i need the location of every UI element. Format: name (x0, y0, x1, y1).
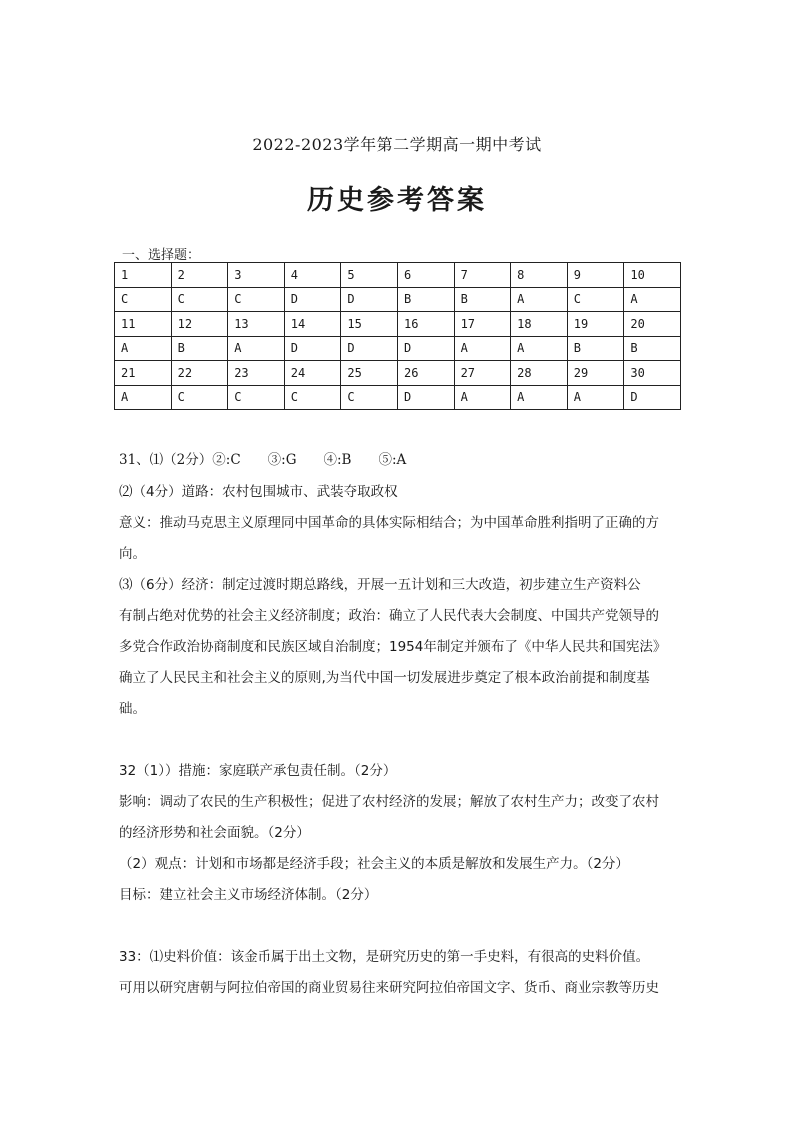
answer-cell: A (115, 336, 172, 361)
answer-cell: C (171, 287, 228, 312)
answer-line: 可用以研究唐朝与阿拉伯帝国的商业贸易往来研究阿拉伯帝国文字、货币、商业宗教等历史 (119, 980, 659, 996)
table-row (115, 361, 681, 386)
question-number-cell: 15 (341, 312, 398, 337)
question-number-cell: 16 (397, 312, 454, 337)
section-label-multiple-choice: 一、选择题： (122, 248, 201, 263)
answer-cell: C (115, 287, 172, 312)
answer-cell: D (624, 385, 681, 410)
answer-line: 33：⑴史料价值：该金币属于出土文物，是研究历史的第一手史料，有很高的史料价值。 (119, 949, 650, 965)
answer-cell: C (228, 385, 285, 410)
table-row (115, 312, 681, 337)
answer-cell: A (115, 385, 172, 410)
answer-cell: A (511, 287, 568, 312)
question-number-cell: 18 (511, 312, 568, 337)
answer-line: ⑵（4分）道路：农村包围城市、武装夺取政权 (119, 484, 398, 500)
answer-cell: D (341, 287, 398, 312)
question-number-cell: 8 (511, 263, 568, 288)
answer-cell: C (284, 385, 341, 410)
answer-cell: A (454, 385, 511, 410)
answer-cell: D (284, 287, 341, 312)
question-number-cell: 6 (397, 263, 454, 288)
question-number-cell: 17 (454, 312, 511, 337)
answer-cell: A (511, 336, 568, 361)
question-number-cell: 4 (284, 263, 341, 288)
exam-subtitle: 2022-2023学年第二学期高一期中考试 (252, 135, 542, 154)
answer-cell: C (567, 287, 624, 312)
answer-line: （2）观点：计划和市场都是经济手段；社会主义的本质是解放和发展生产力。（2分） (119, 856, 629, 872)
answer-cell: B (171, 336, 228, 361)
answer-line: ⑶（6分）经济：制定过渡时期总路线，开展一五计划和三大改造，初步建立生产资料公 (119, 577, 641, 593)
question-number-cell: 20 (624, 312, 681, 337)
answer-cell: A (567, 385, 624, 410)
answer-line: 31、⑴（2分）②:C ③:G ④:B ⑤:A (119, 452, 407, 468)
question-number-cell: 14 (284, 312, 341, 337)
question-number-cell: 27 (454, 361, 511, 386)
question-number-cell: 28 (511, 361, 568, 386)
question-number-cell: 10 (624, 263, 681, 288)
answer-line: 32（1））措施：家庭联产承包责任制。（2分） (119, 763, 397, 779)
question-number-cell: 21 (115, 361, 172, 386)
answer-cell: C (341, 385, 398, 410)
table-row (115, 336, 681, 361)
answer-cell: B (567, 336, 624, 361)
answer-cell: D (284, 336, 341, 361)
question-number-cell: 19 (567, 312, 624, 337)
answer-cell: B (624, 336, 681, 361)
answer-cell: B (454, 287, 511, 312)
answer-cell: A (454, 336, 511, 361)
table-row (115, 263, 681, 288)
answer-cell: C (228, 287, 285, 312)
question-number-cell: 11 (115, 312, 172, 337)
answer-line: 目标：建立社会主义市场经济体制。（2分） (119, 887, 378, 903)
answer-line: 多党合作政治协商制度和民族区域自治制度；1954年制定并颁布了《中华人民共和国宪法》 (119, 639, 667, 655)
question-number-cell: 3 (228, 263, 285, 288)
question-number-cell: 12 (171, 312, 228, 337)
question-number-cell: 5 (341, 263, 398, 288)
question-number-cell: 2 (171, 263, 228, 288)
question-number-cell: 25 (341, 361, 398, 386)
answer-cell: C (171, 385, 228, 410)
page-title: 历史参考答案 (307, 185, 487, 216)
question-number-cell: 26 (397, 361, 454, 386)
question-number-cell: 24 (284, 361, 341, 386)
question-number-cell: 13 (228, 312, 285, 337)
question-number-cell: 9 (567, 263, 624, 288)
question-number-cell: 23 (228, 361, 285, 386)
answer-line: 确立了人民民主和社会主义的原则,为当代中国一切发展进步奠定了根本政治前提和制度基 (119, 670, 650, 686)
answer-line: 有制占绝对优势的社会主义经济制度；政治：确立了人民代表大会制度、中国共产党领导的 (119, 608, 659, 624)
answer-cell: A (511, 385, 568, 410)
question-number-cell: 7 (454, 263, 511, 288)
question-number-cell: 29 (567, 361, 624, 386)
question-number-cell: 1 (115, 263, 172, 288)
answer-line: 意义：推动马克思主义原理同中国革命的具体实际相结合；为中国革命胜利指明了正确的方 (119, 515, 659, 531)
answer-cell: D (397, 385, 454, 410)
question-number-cell: 22 (171, 361, 228, 386)
answer-line: 影响：调动了农民的生产积极性；促进了农村经济的发展；解放了农村生产力；改变了农村 (119, 794, 659, 810)
answer-line: 向。 (119, 546, 146, 562)
answer-cell: A (228, 336, 285, 361)
question-number-cell: 30 (624, 361, 681, 386)
answer-cell: B (397, 287, 454, 312)
answer-cell: D (341, 336, 398, 361)
answer-cell: D (397, 336, 454, 361)
table-row (115, 287, 681, 312)
answer-table (114, 262, 681, 410)
answer-line: 的经济形势和社会面貌。（2分） (119, 825, 310, 841)
answer-cell: A (624, 287, 681, 312)
answer-line: 础。 (119, 701, 146, 717)
table-row (115, 385, 681, 410)
